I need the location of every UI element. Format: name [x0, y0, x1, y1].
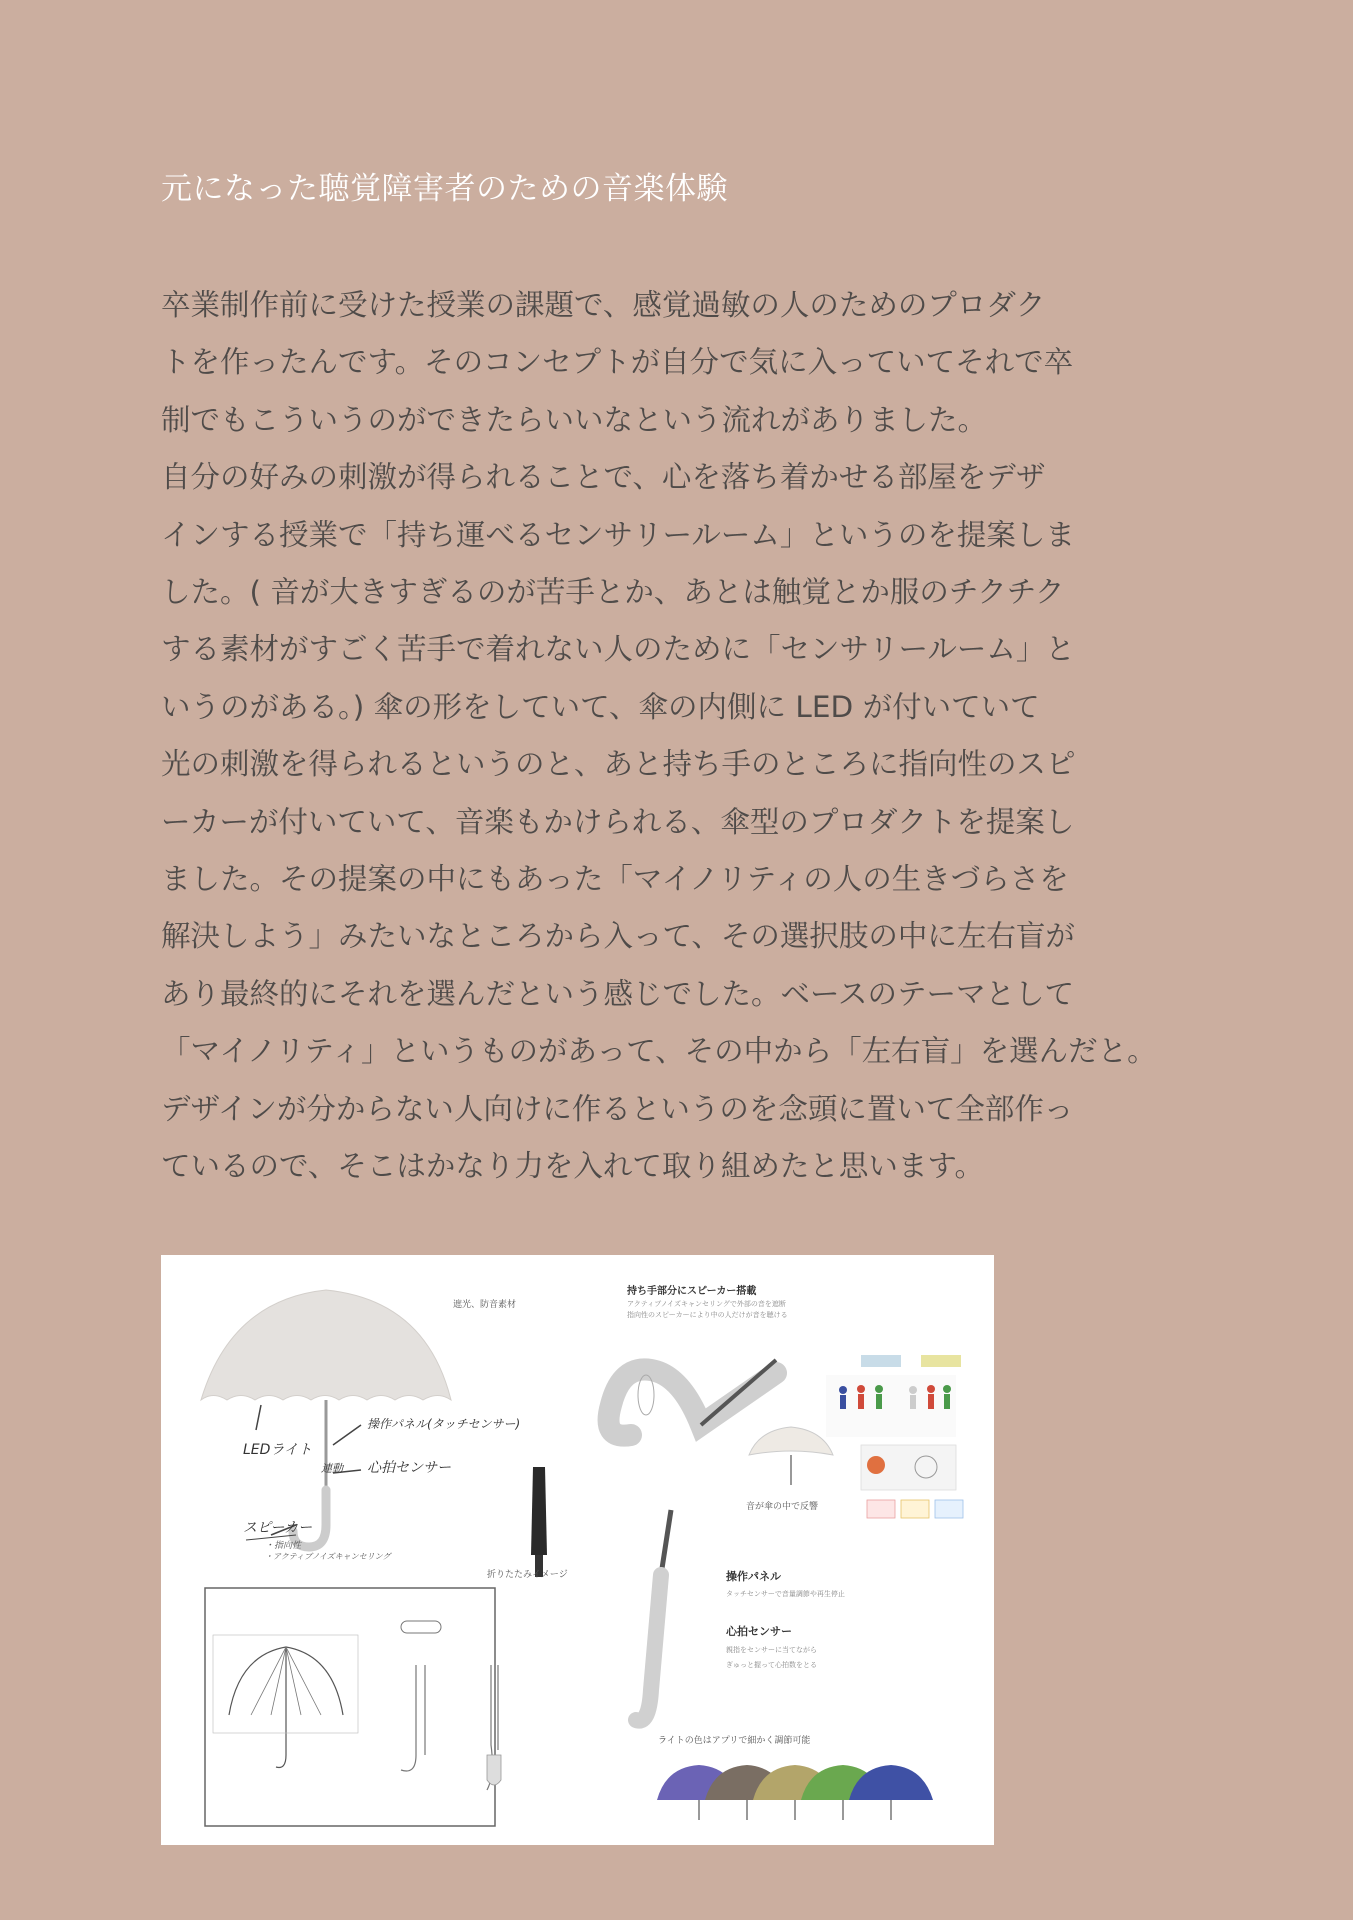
speaker-directional-note: ・指向性: [265, 1541, 302, 1551]
paragraph-line: 自分の好みの刺激が得られることで、心を落ち着かせる部屋をデザ: [161, 460, 1046, 495]
paragraph-line: 制でもこういうのができたらいいなという流れがありました。: [161, 402, 988, 437]
control-panel-sketch-label: 操作パネル(タッチセンサー): [367, 1417, 521, 1431]
interlock-label: 連動: [321, 1462, 343, 1475]
paragraph-line: した。( 音が大きすぎるのが苦手とか、あとは触覚とか服のチクチク: [161, 575, 1065, 610]
speaker-desc-line: アクティブノイズキャンセリングで外部の音を遮断: [627, 1300, 786, 1308]
paragraph-line: ているので、そこはかなり力を入れて取り組めたと思います。: [161, 1149, 985, 1184]
light-color-label: ライトの色はアプリで細かく調節可能: [658, 1736, 811, 1746]
article-body: [161, 277, 1201, 1196]
canopy-material-label: 遮光、防音素材: [453, 1300, 517, 1310]
speaker-anc-note: ・アクティブノイズキャンセリング: [265, 1552, 391, 1561]
paragraph-line: 光の刺激を得られるというのと、あと持ち手のところに指向性のスピ: [161, 747, 1076, 782]
paragraph-line: トを作ったんです。そのコンセプトが自分で気に入っていてそれで卒: [161, 345, 1074, 380]
article-heading: 元になった聴覚障害者のための音楽体験: [161, 171, 728, 207]
umbrella-canopy: [201, 1290, 451, 1400]
heart-sensor-title: 心拍センサー: [726, 1625, 792, 1638]
paragraph-line: いうのがある。) 傘の形をしていて、傘の内側に LED が付いていて: [161, 689, 1040, 724]
sound-reflect-label: 音が傘の中で反響: [746, 1502, 819, 1512]
heart-sensor-desc: ぎゅっと握って心拍数をとる: [726, 1661, 817, 1669]
folded-image-label: 折りたたみイメージ: [487, 1570, 568, 1580]
technical-drawing-frame: [205, 1588, 495, 1826]
color-variant-umbrellas: [657, 1765, 933, 1820]
folded-umbrella: [531, 1467, 547, 1555]
paragraph-line: インする授業で「持ち運べるセンサリールーム」というのを提案しま: [161, 517, 1075, 552]
paragraph-line: あり最終的にそれを選んだという感じでした。ベースのテーマとして: [161, 976, 1075, 1011]
control-panel-title: 操作パネル: [726, 1570, 781, 1583]
paragraph-line: 「マイノリティ」というものがあって、その中から「左右盲」を選んだと。: [161, 1034, 1157, 1069]
paragraph-line: ーカーが付いていて、音楽もかけられる、傘型のプロダクトを提案し: [161, 804, 1075, 839]
speaker-sketch-label: スピーカー: [243, 1520, 313, 1536]
paragraph-line: 解決しよう」みたいなところから入って、その選択肢の中に左右盲が: [161, 919, 1075, 954]
paragraph-line: する素材がすごく苦手で着れない人のために「センサリールーム」と: [161, 632, 1075, 667]
control-panel-desc: タッチセンサーで音量調節や再生停止: [726, 1590, 845, 1598]
speaker-section-title: 持ち手部分にスピーカー搭載: [627, 1286, 757, 1297]
paragraph-line: ました。その提案の中にもあった「マイノリティの人の生きづらさを: [161, 862, 1069, 897]
paragraph-line: デザインが分からない人向けに作るというのを念頭に置いて全部作っ: [161, 1091, 1074, 1126]
umbrella-product-figure: [161, 1255, 994, 1845]
heart-sensor-sketch-label: 心拍センサー: [367, 1460, 451, 1476]
led-light-label: LEDライト: [243, 1442, 313, 1458]
heart-sensor-desc: 親指をセンサーに当てながら: [726, 1646, 817, 1654]
speaker-desc-line: 指向性のスピーカーにより中の人だけが音を聴ける: [627, 1311, 788, 1319]
straight-handle-render: [661, 1510, 671, 1575]
paragraph-line: 卒業制作前に受けた授業の課題で、感覚過敏の人のためのプロダク: [161, 288, 1046, 322]
sound-canopy: [749, 1427, 833, 1455]
